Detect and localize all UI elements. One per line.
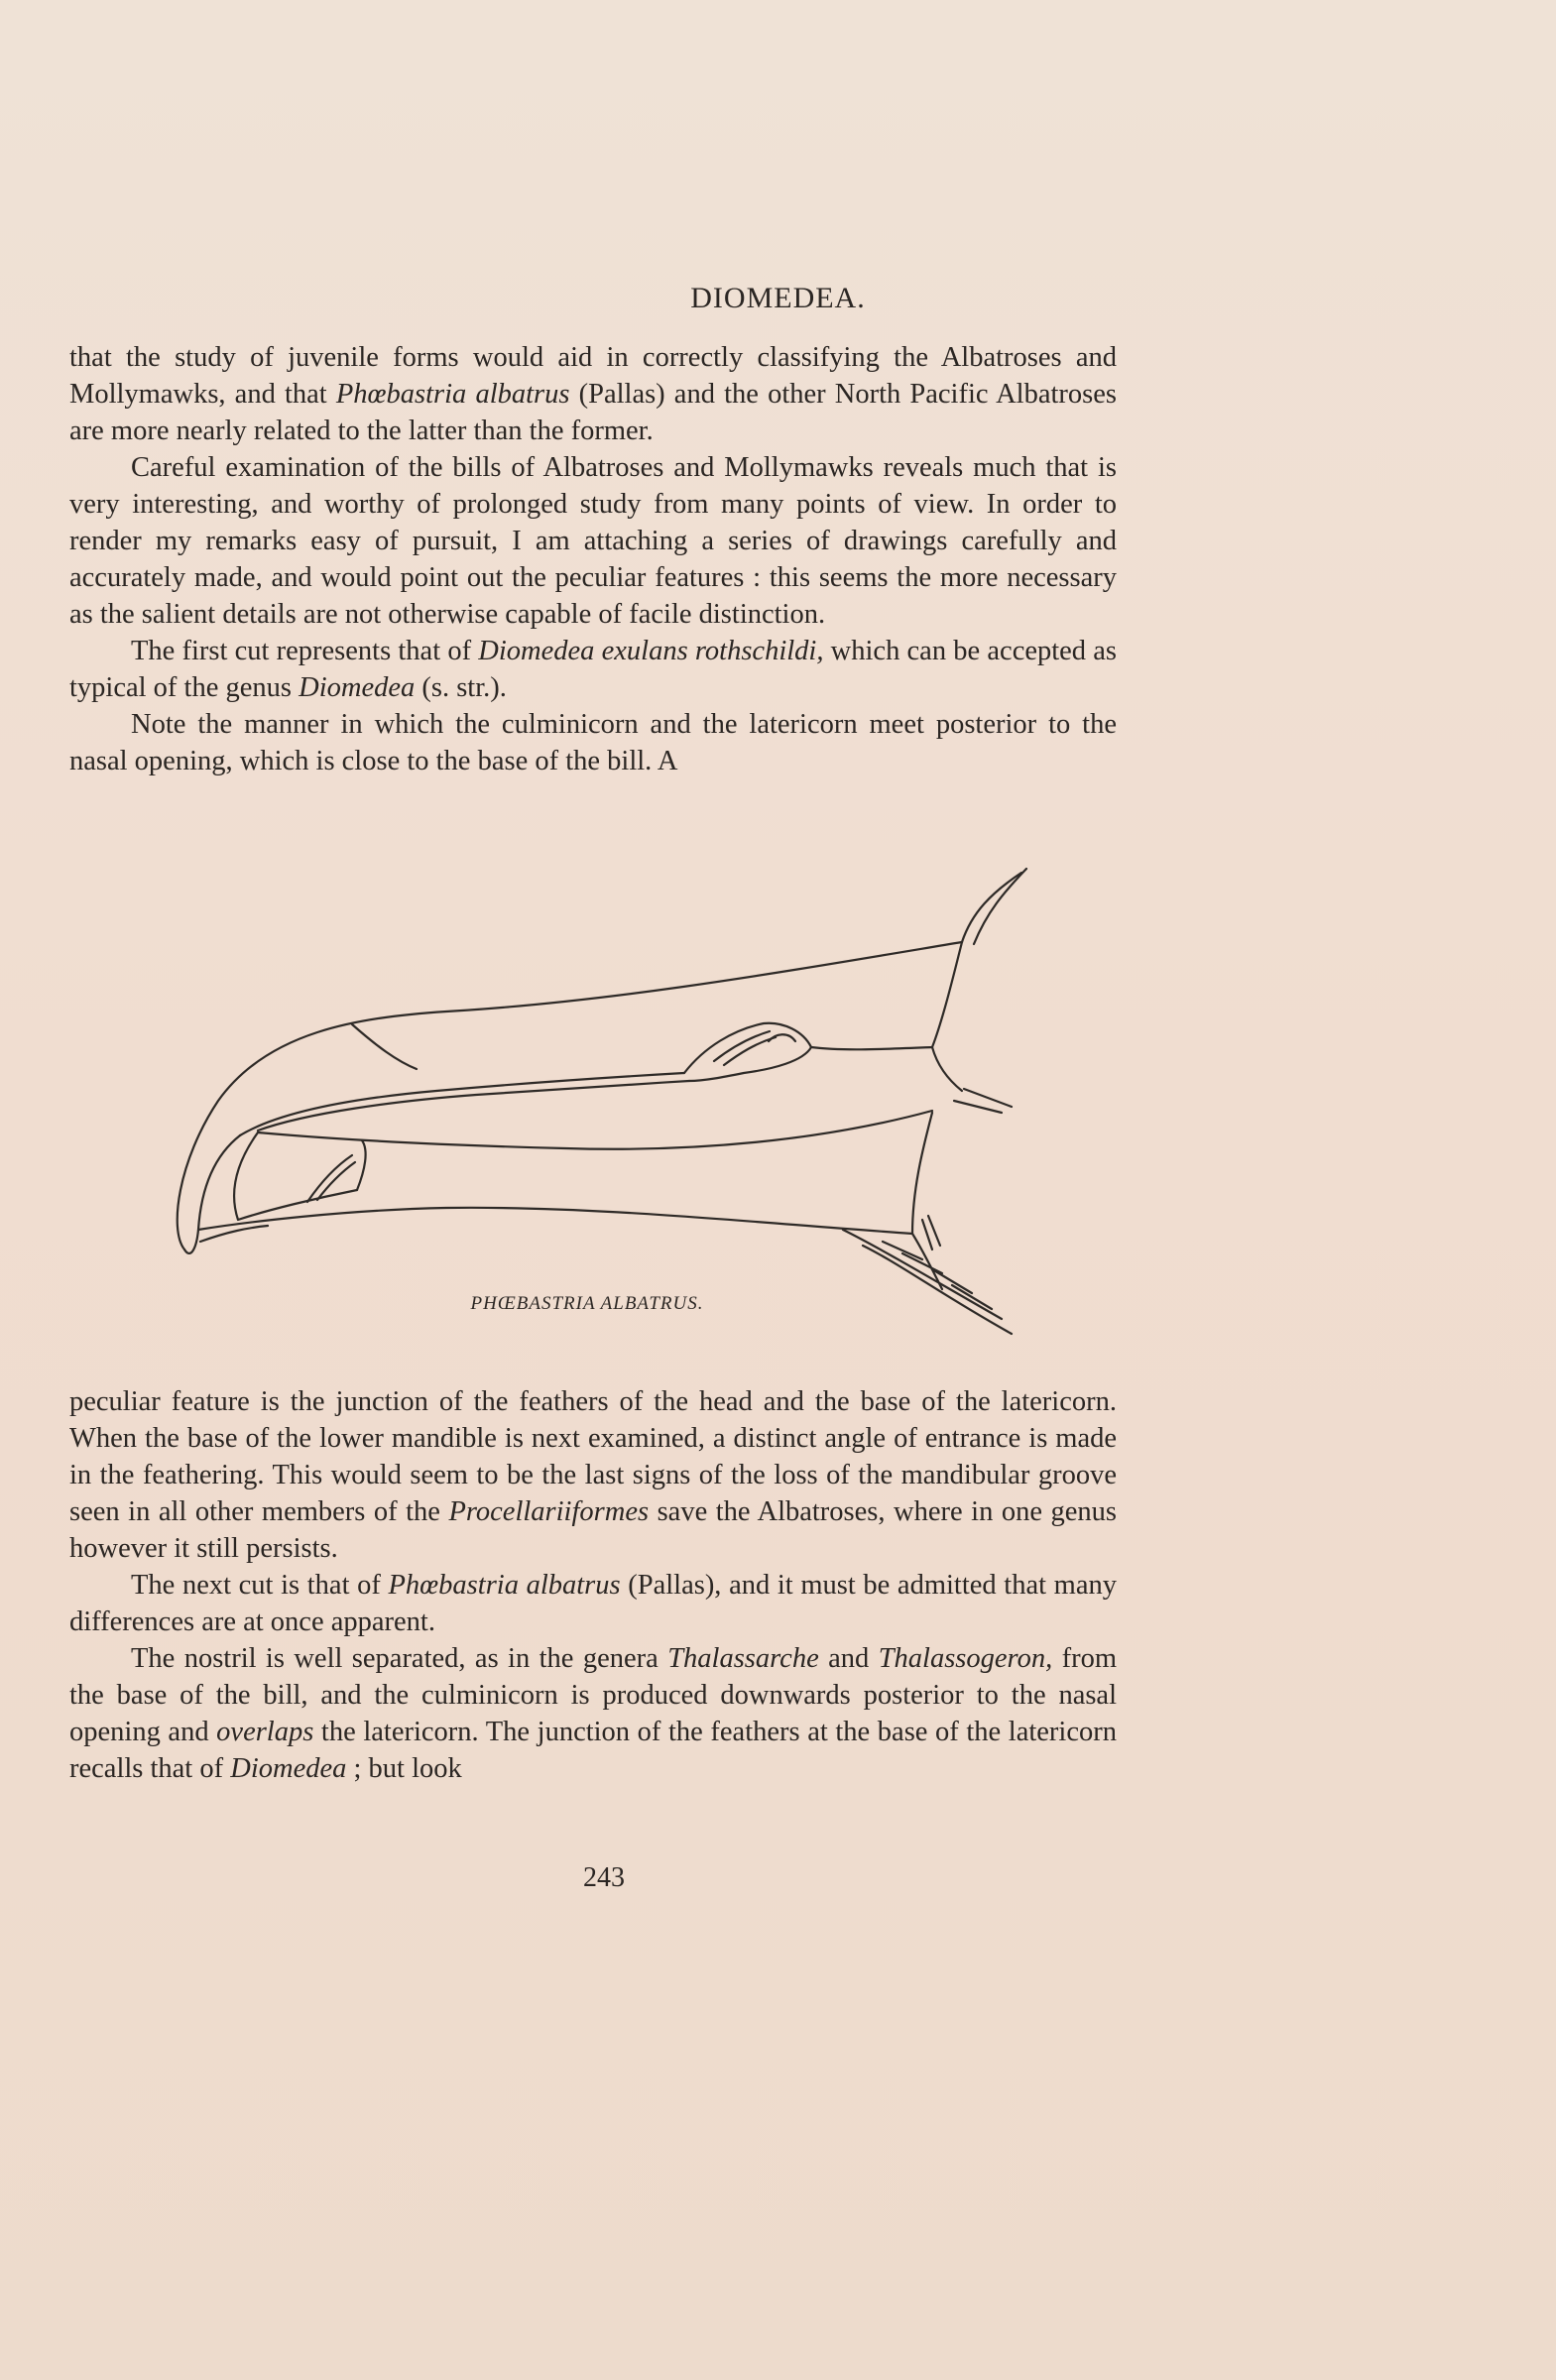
text-run: (Pallas), and it must be admitted that many differences are at once apparent. [69,1570,1117,1637]
italic-run: Diomedea [230,1753,347,1784]
italic-run: Phœbastria albatrus [388,1570,621,1601]
text-block-upper [69,339,1117,779]
paragraph [69,633,1117,706]
text-run: The nostril is well separated, as in the genera [131,1643,668,1674]
italic-run: Phœbastria albatrus [335,379,570,410]
italic-run: Diomedea [299,672,416,703]
text-run: (Pallas) and the other North Pacific Albatroses are more nearly related to the latter than the former. [69,379,1117,446]
paragraph [69,1383,1117,1567]
running-head: DIOMEDEA. [690,282,866,314]
albatross-bill-drawing [149,853,1061,1368]
paragraph [69,339,1117,449]
text-run: (s. str.). [415,672,507,703]
text-run: The first cut represents that of [131,636,479,666]
page-number: 243 [583,1862,625,1893]
text-block-lower [69,1383,1117,1787]
text-run: and [818,1643,879,1674]
italic-run: Thalassarche [667,1643,819,1674]
italic-run: Thalassogeron, [878,1643,1053,1674]
figure-caption: PHŒBASTRIA ALBATRUS. [470,1293,704,1314]
text-run: Note the manner in which the culminicorn and the latericorn meet posterior to the nasal opening, which is close to the base of the bill. A [69,709,1117,776]
text-run: ; but look [346,1753,462,1784]
italic-run: Procellariiformes [448,1496,650,1527]
text-run: The next cut is that of [131,1570,389,1601]
paragraph [69,1640,1117,1787]
text-run: which can be accepted as typical of the genus [69,636,1118,703]
paragraph [69,706,1117,779]
text-run: Careful examination of the bills of Albatroses and Mollymawks reveals much that is very interesting, and worthy of prolonged study from many points of view. In order to render my remarks easy of pursuit, I am attaching a series of drawings carefully and accurately made, and would point out the peculiar features : this seems the more necessary as the salient details are not otherwise capable of facile distinction. [69,452,1117,630]
text-run: that the study of juvenile forms would aid in correctly classifying the Albatroses and Mollymawks, and that [69,342,1117,410]
text-run: from the base of the bill, and the culminicorn is produced downwards posterior to the nasal opening and [69,1643,1117,1747]
text-run: peculiar feature is the junction of the feathers of the head and the base of the latericorn. When the base of the lower mandible is next examined, a distinct angle of entrance is made in the feathering. This would seem to be the last signs of the loss of the mandibular groove seen in all other members of the [69,1386,1117,1527]
bill-illustration [149,853,1061,1368]
paragraph [69,1567,1117,1640]
paragraph [69,449,1117,633]
text-run: the latericorn. The junction of the feathers at the base of the latericorn recalls that of [69,1717,1117,1784]
italic-run: overlaps [216,1717,314,1747]
text-run: save the Albatroses, where in one genus however it still persists. [69,1496,1117,1564]
italic-run: Diomedea exulans rothschildi, [478,636,824,666]
